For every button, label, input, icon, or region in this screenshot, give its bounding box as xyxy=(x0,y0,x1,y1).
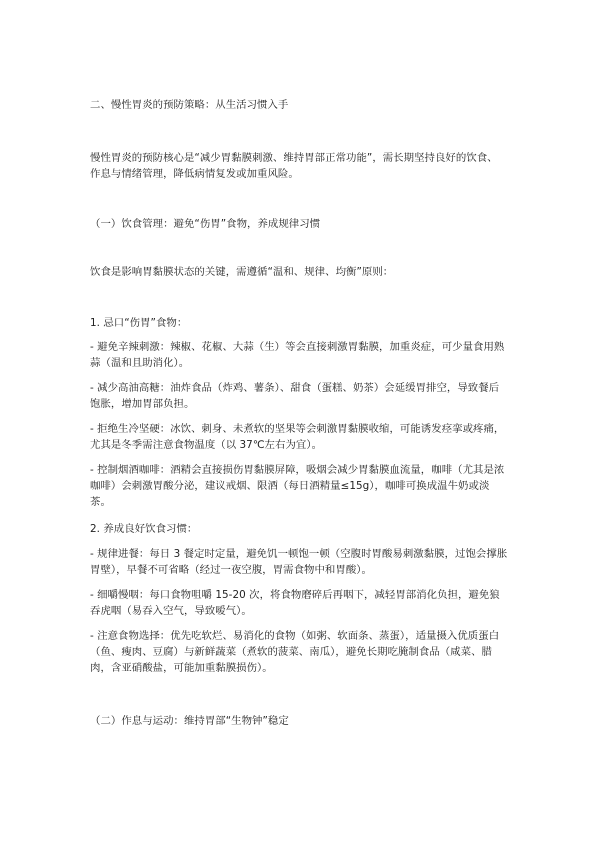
list-item: - 规律进餐：每日 3 餐定时定量，避免饥一顿饱一顿（空腹时胃酸易刺激黏膜，过饱会撑胀胃壁），早餐不可省略（经过一夜空腹，胃需食物中和胃酸）。 xyxy=(90,548,508,576)
subsection-title-diet: （一）饮食管理：避免“伤胃”食物，养成规律习惯 xyxy=(90,218,321,230)
list-heading-avoid-foods: 1. 忌口“伤胃”食物： xyxy=(90,317,188,329)
list-heading-eating-habits: 2. 养成良好饮食习惯： xyxy=(90,523,198,535)
intro-paragraph: 慢性胃炎的预防核心是“减少胃黏膜刺激、维持胃部正常功能”，需长期坚持良好的饮食、作息与情绪管理，降低病情复发或加重风险。 xyxy=(90,152,498,180)
subsection-title-routine: （二）作息与运动：维持胃部“生物钟”稳定 xyxy=(90,715,289,727)
list-item: - 避免辛辣刺激：辣椒、花椒、大蒜（生）等会直接刺激胃黏膜，加重炎症，可少量食用熟蒜（温和且助消化）。 xyxy=(90,341,505,369)
list-item: - 细嚼慢咽：每口食物咀嚼 15-20 次，将食物磨碎后再咽下，减轻胃部消化负担，避免狼吞虎咽（易吞入空气，导致嗳气）。 xyxy=(90,589,500,617)
list-item: - 减少高油高糖：油炸食品（炸鸡、薯条）、甜食（蛋糕、奶茶）会延缓胃排空，导致餐后饱胀，增加胃部负担。 xyxy=(90,382,500,410)
list-item: - 拒绝生冷坚硬：冰饮、刺身、未煮软的坚果等会刺激胃黏膜收缩，可能诱发痉挛或疼痛，尤其是冬季需注意食物温度（以 37℃左右为宜）。 xyxy=(90,423,505,451)
list-item: - 控制烟酒咖啡：酒精会直接损伤胃黏膜屏障，吸烟会减少胃黏膜血流量，咖啡（尤其是浓咖啡）会刺激胃酸分泌，建议戒烟、限酒（每日酒精量≤15g），咖啡可换成温牛奶或淡茶。 xyxy=(90,464,505,508)
list-item: - 注意食物选择：优先吃软烂、易消化的食物（如粥、软面条、蒸蛋），适量摄入优质蛋白（鱼、瘦肉、豆腐）与新鲜蔬菜（煮软的菠菜、南瓜），避免长期吃腌制食品（咸菜、腊肉，含亚硝酸盐，可能加重黏膜损伤）。 xyxy=(90,630,500,674)
section-title: 二、慢性胃炎的预防策略：从生活习惯入手 xyxy=(90,99,289,111)
diet-lead-paragraph: 饮食是影响胃黏膜状态的关键，需遵循“温和、规律、均衡”原则： xyxy=(90,266,394,278)
